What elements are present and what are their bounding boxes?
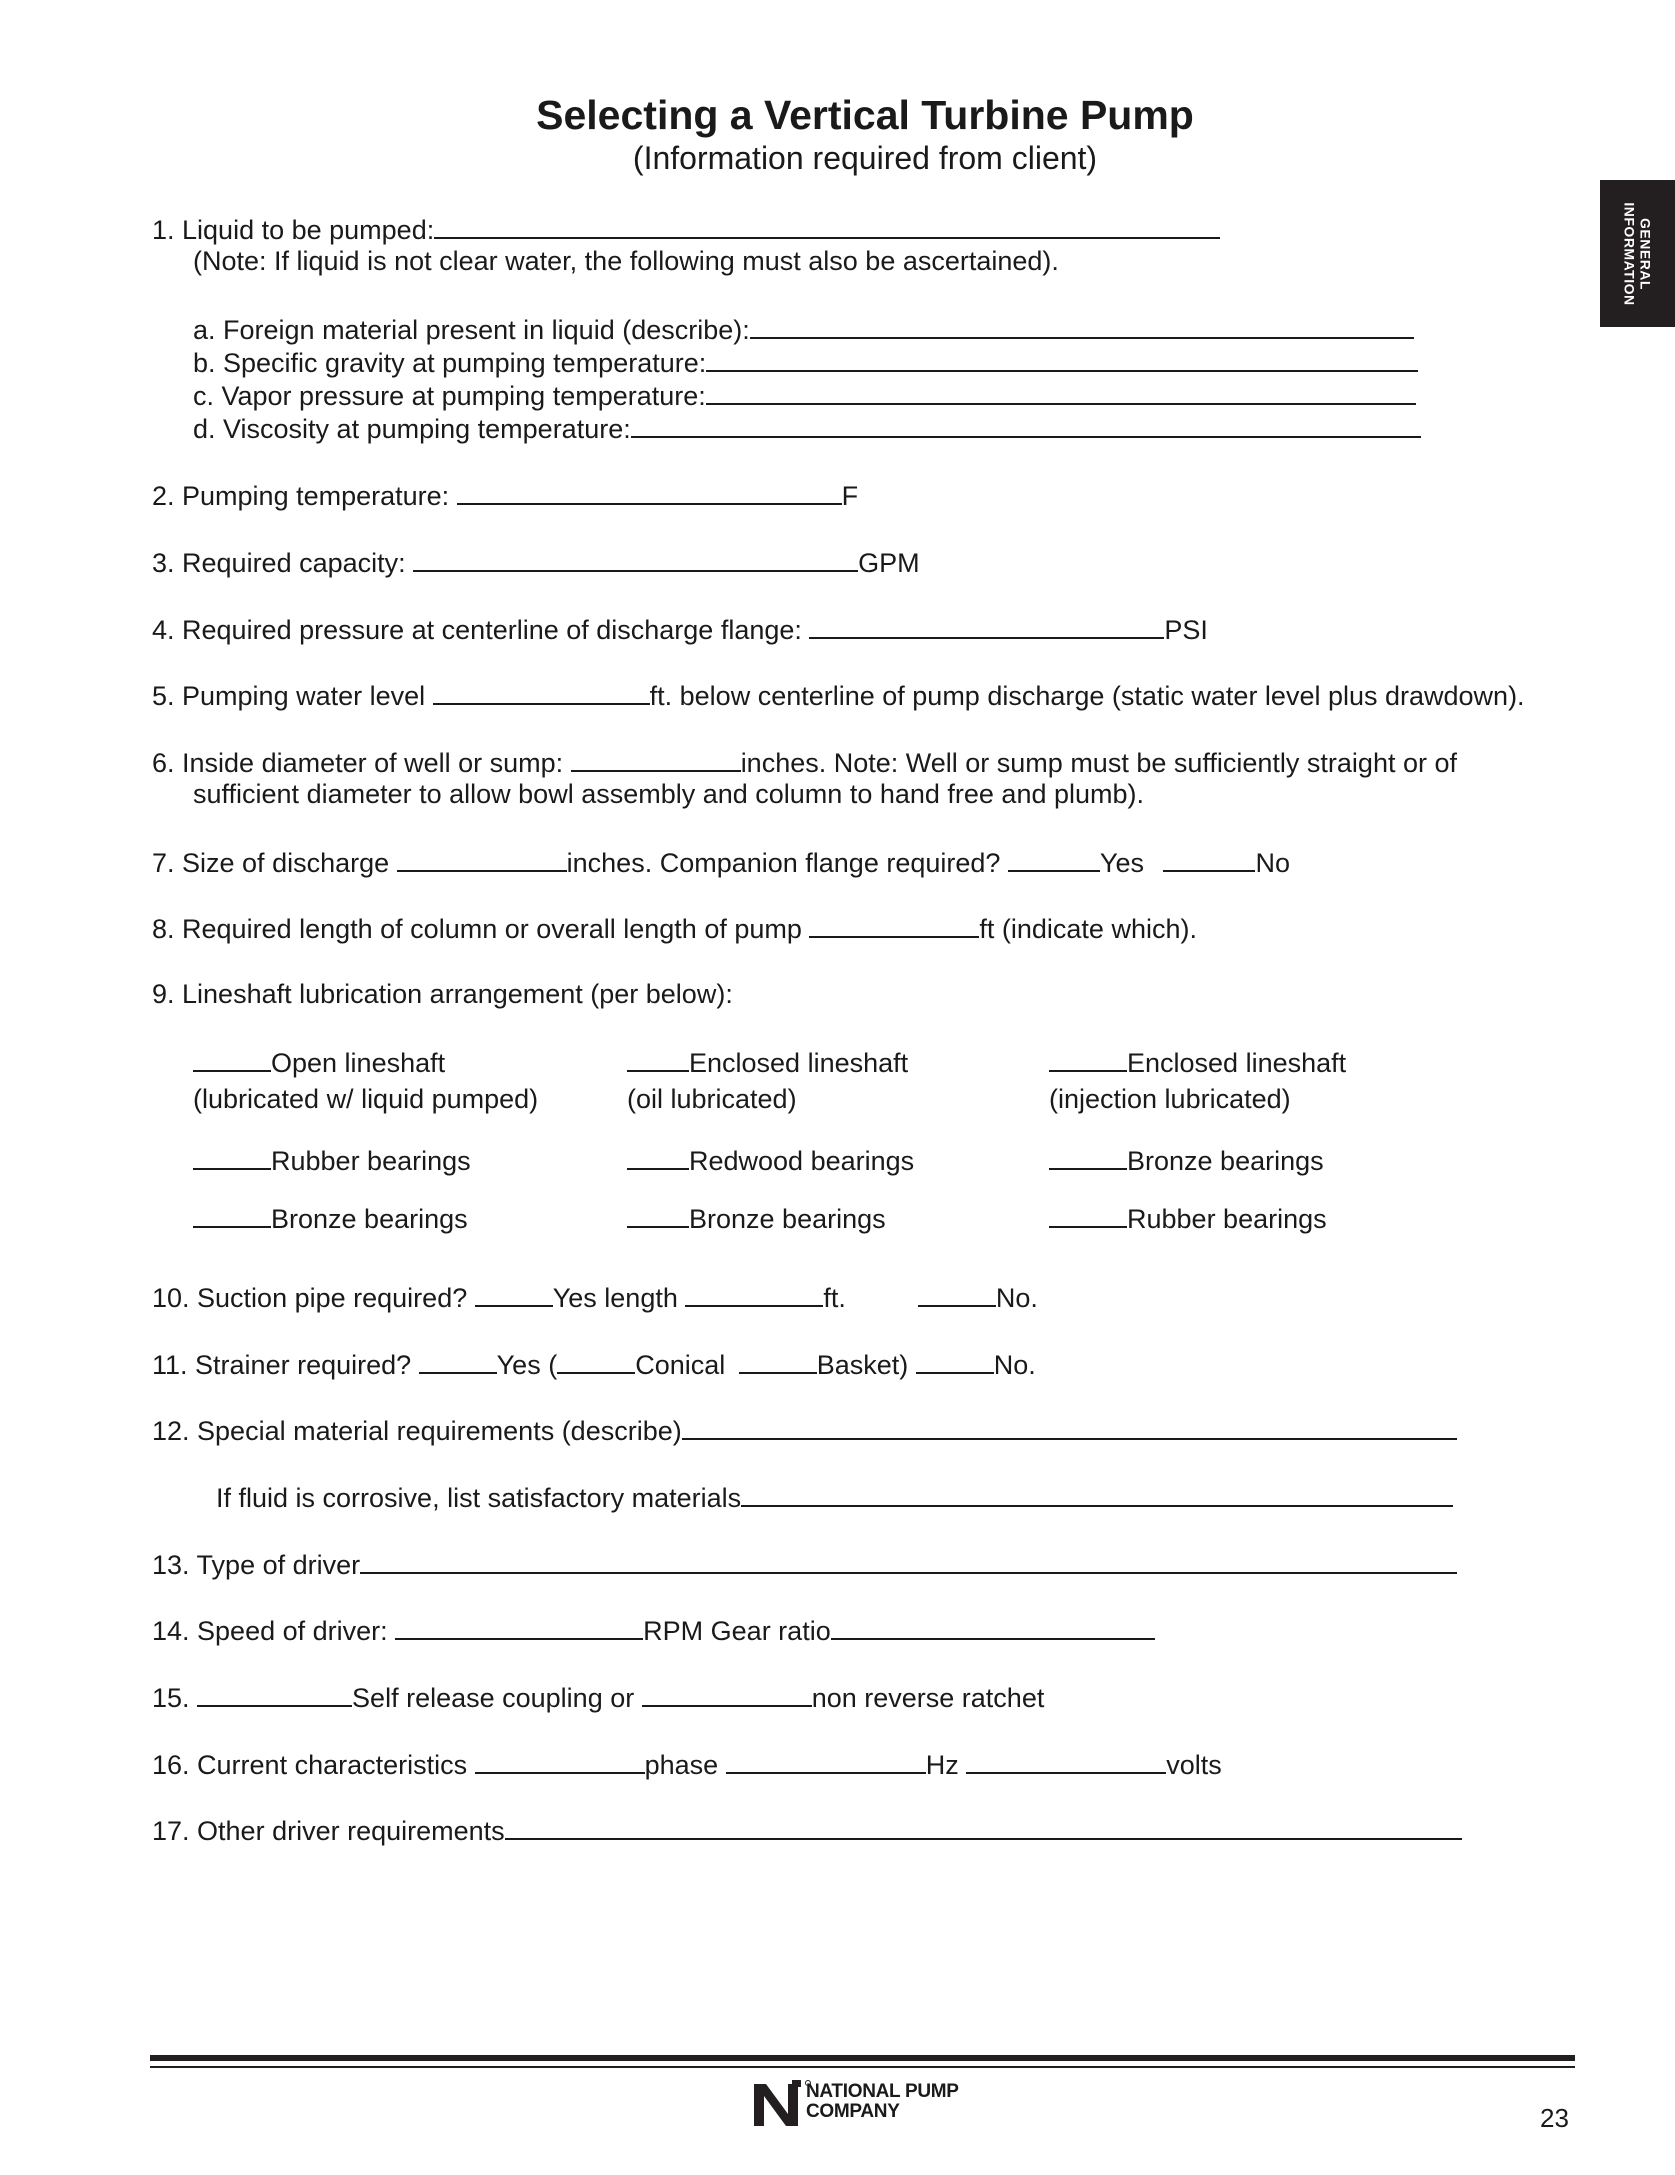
section-tab-line2: INFORMATION [1622, 201, 1639, 306]
vapor-pressure-field[interactable] [706, 377, 1416, 405]
item-2 [152, 477, 858, 513]
item-16-phase: phase [644, 1750, 726, 1780]
item-16 [152, 1746, 1222, 1782]
item-9: 9. Lineshaft lubrication arrangement (per below): [152, 979, 733, 1009]
pressure-field[interactable] [809, 611, 1164, 639]
item-8-tail: ft (indicate which). [979, 914, 1197, 944]
logo-line2: COMPANY [806, 2101, 900, 2122]
item-2-unit: F [841, 481, 859, 511]
volts-field[interactable] [966, 1746, 1166, 1774]
col3-row1-option [1049, 1142, 1324, 1178]
item-8-label: 8. Required length of column or overall length of pump [152, 914, 810, 944]
open-lineshaft-sub: (lubricated w/ liquid pumped) [193, 1084, 539, 1114]
item-6-label: 6. Inside diameter of well or sump: [152, 748, 571, 778]
col1-bronze-field[interactable] [193, 1200, 271, 1228]
item-1d [193, 410, 1421, 446]
item-1c-label: c. Vapor pressure at pumping temperature: [193, 381, 706, 411]
item-3-unit: GPM [858, 548, 920, 578]
item-7-label: 7. Size of discharge [152, 848, 397, 878]
self-release-field[interactable] [197, 1679, 352, 1707]
item-11 [152, 1346, 1036, 1382]
open-lineshaft-label: Open lineshaft [271, 1048, 446, 1078]
footer-rule-thin [150, 2066, 1575, 2068]
item-6 [152, 744, 1457, 780]
item-10-no: No. [995, 1283, 1038, 1313]
discharge-size-field[interactable] [397, 844, 567, 872]
enclosed-oil-label: Enclosed lineshaft [689, 1048, 909, 1078]
col3-rubber-label: Rubber bearings [1127, 1204, 1327, 1234]
col1-bronze-label: Bronze bearings [271, 1204, 468, 1234]
strainer-conical-field[interactable] [557, 1346, 635, 1374]
item-1b [193, 344, 1418, 380]
item-17-label: 17. Other driver requirements [152, 1816, 505, 1846]
col1-row1-option [193, 1142, 471, 1178]
viscosity-field[interactable] [631, 410, 1421, 438]
item-12-label: 12. Special material requirements (describe) [152, 1416, 682, 1446]
driver-speed-field[interactable] [395, 1612, 643, 1640]
item-8 [152, 910, 1197, 946]
item-11-basket: Basket) [816, 1350, 916, 1380]
item-4-label: 4. Required pressure at centerline of discharge flange: [152, 615, 810, 645]
item-11-yes: Yes ( [496, 1350, 558, 1380]
item-7-mid: inches. Companion flange required? [566, 848, 1008, 878]
item-3 [152, 544, 920, 580]
item-4-unit: PSI [1164, 615, 1208, 645]
phase-field[interactable] [475, 1746, 645, 1774]
item-14 [152, 1612, 1155, 1648]
item-11-no: No. [993, 1350, 1036, 1380]
col1-rubber-label: Rubber bearings [271, 1146, 471, 1176]
item-1-note: (Note: If liquid is not clear water, the following must also be ascertained). [193, 246, 1059, 276]
item-12-sub-label: If fluid is corrosive, list satisfactory materials [216, 1483, 742, 1513]
item-15-tail: non reverse ratchet [811, 1683, 1045, 1713]
item-13 [152, 1546, 1457, 1582]
item-14-label: 14. Speed of driver: [152, 1616, 396, 1646]
item-2-label: 2. Pumping temperature: [152, 481, 457, 511]
item-15 [152, 1679, 1044, 1715]
gear-ratio-field[interactable] [831, 1612, 1155, 1640]
item-1c [193, 377, 1416, 413]
page-number: 23 [1540, 2103, 1569, 2133]
open-lineshaft-field[interactable] [193, 1044, 271, 1072]
item-11-conical: Conical [635, 1350, 733, 1380]
specific-gravity-field[interactable] [706, 344, 1418, 372]
item-5 [152, 677, 1525, 713]
section-tab-line1: GENERAL [1638, 217, 1655, 290]
column-length-field[interactable] [809, 910, 979, 938]
foreign-material-field[interactable] [750, 311, 1414, 339]
col1-row2-option [193, 1200, 468, 1236]
liquid-field[interactable] [434, 211, 1220, 239]
col2-redwood-field[interactable] [627, 1142, 689, 1170]
item-1 [152, 211, 1220, 247]
col3-bronze-field[interactable] [1049, 1142, 1127, 1170]
enclosed-injection-label: Enclosed lineshaft [1127, 1048, 1347, 1078]
item-6-line2: sufficient diameter to allow bowl assembly and column to hand free and plumb). [193, 779, 1145, 809]
item-16-volts: volts [1166, 1750, 1222, 1780]
col2-row1-option [627, 1142, 914, 1178]
item-17 [152, 1812, 1462, 1848]
item-4 [152, 611, 1208, 647]
item-7-yes: Yes [1099, 848, 1152, 878]
page-title: Selecting a Vertical Turbine Pump [536, 92, 1194, 138]
item-1-label: 1. Liquid to be pumped: [152, 215, 435, 245]
special-material-field[interactable] [682, 1412, 1457, 1440]
item-5-tail: ft. below centerline of pump discharge (static water level plus drawdown). [649, 681, 1525, 711]
item-6-tail: inches. Note: Well or sump must be sufficiently straight or of [740, 748, 1457, 778]
item-5-label: 5. Pumping water level [152, 681, 433, 711]
item-12 [152, 1412, 1457, 1448]
item-3-label: 3. Required capacity: [152, 548, 414, 578]
corrosive-materials-field[interactable] [741, 1479, 1453, 1507]
page-subtitle: (Information required from client) [632, 140, 1098, 176]
item-10-label: 10. Suction pipe required? [152, 1283, 475, 1313]
strainer-yes-field[interactable] [419, 1346, 497, 1374]
col2-bronze-label: Bronze bearings [689, 1204, 886, 1234]
item-10 [152, 1279, 1038, 1315]
enclosed-injection-field[interactable] [1049, 1044, 1127, 1072]
item-1a-label: a. Foreign material present in liquid (describe): [193, 315, 750, 345]
col3-row2-option [1049, 1200, 1327, 1236]
enclosed-oil-sub: (oil lubricated) [627, 1084, 797, 1114]
col2-bronze-field[interactable] [627, 1200, 689, 1228]
item-15-label: 15. [152, 1683, 198, 1713]
item-10-ft: ft. [823, 1283, 846, 1313]
item-16-hz: Hz [925, 1750, 967, 1780]
logo-text [806, 2082, 959, 2122]
enclosed-oil-field[interactable] [627, 1044, 689, 1072]
col2-row2-option [627, 1200, 886, 1236]
flange-yes-field[interactable] [1008, 844, 1100, 872]
item-15-mid: Self release coupling or [352, 1683, 642, 1713]
strainer-no-field[interactable] [916, 1346, 994, 1374]
enclosed-injection-option [1049, 1044, 1346, 1080]
item-12-sub [216, 1479, 1453, 1515]
col2-redwood-label: Redwood bearings [689, 1146, 915, 1176]
flange-no-field[interactable] [1163, 844, 1255, 872]
item-14-rpm: RPM Gear ratio [643, 1616, 831, 1646]
footer-rule [150, 2055, 1575, 2061]
open-lineshaft-option [193, 1044, 445, 1080]
item-1d-label: d. Viscosity at pumping temperature: [193, 414, 631, 444]
suction-no-field[interactable] [918, 1279, 996, 1307]
well-diameter-field[interactable] [571, 744, 741, 772]
strainer-basket-field[interactable] [739, 1346, 817, 1374]
col3-rubber-field[interactable] [1049, 1200, 1127, 1228]
suction-yes-field[interactable] [475, 1279, 553, 1307]
pumping-temperature-field[interactable] [457, 477, 842, 505]
non-reverse-field[interactable] [642, 1679, 812, 1707]
suction-length-field[interactable] [685, 1279, 823, 1307]
water-level-field[interactable] [433, 677, 650, 705]
enclosed-injection-sub: (injection lubricated) [1049, 1084, 1291, 1114]
enclosed-oil-option [627, 1044, 908, 1080]
driver-type-field[interactable] [360, 1546, 1457, 1574]
capacity-field[interactable] [413, 544, 858, 572]
item-13-label: 13. Type of driver [152, 1550, 361, 1580]
item-11-label: 11. Strainer required? [152, 1350, 419, 1380]
item-7 [152, 844, 1290, 880]
hz-field[interactable] [726, 1746, 926, 1774]
item-10-yes: Yes length [552, 1283, 686, 1313]
other-driver-field[interactable] [505, 1812, 1462, 1840]
item-1b-label: b. Specific gravity at pumping temperature: [193, 348, 707, 378]
col3-bronze-label: Bronze bearings [1127, 1146, 1324, 1176]
col1-rubber-field[interactable] [193, 1142, 271, 1170]
item-1a [193, 311, 1414, 347]
item-16-label: 16. Current characteristics [152, 1750, 475, 1780]
logo-line1: NATIONAL PUMP [806, 2081, 959, 2102]
item-7-no: No [1255, 848, 1290, 878]
